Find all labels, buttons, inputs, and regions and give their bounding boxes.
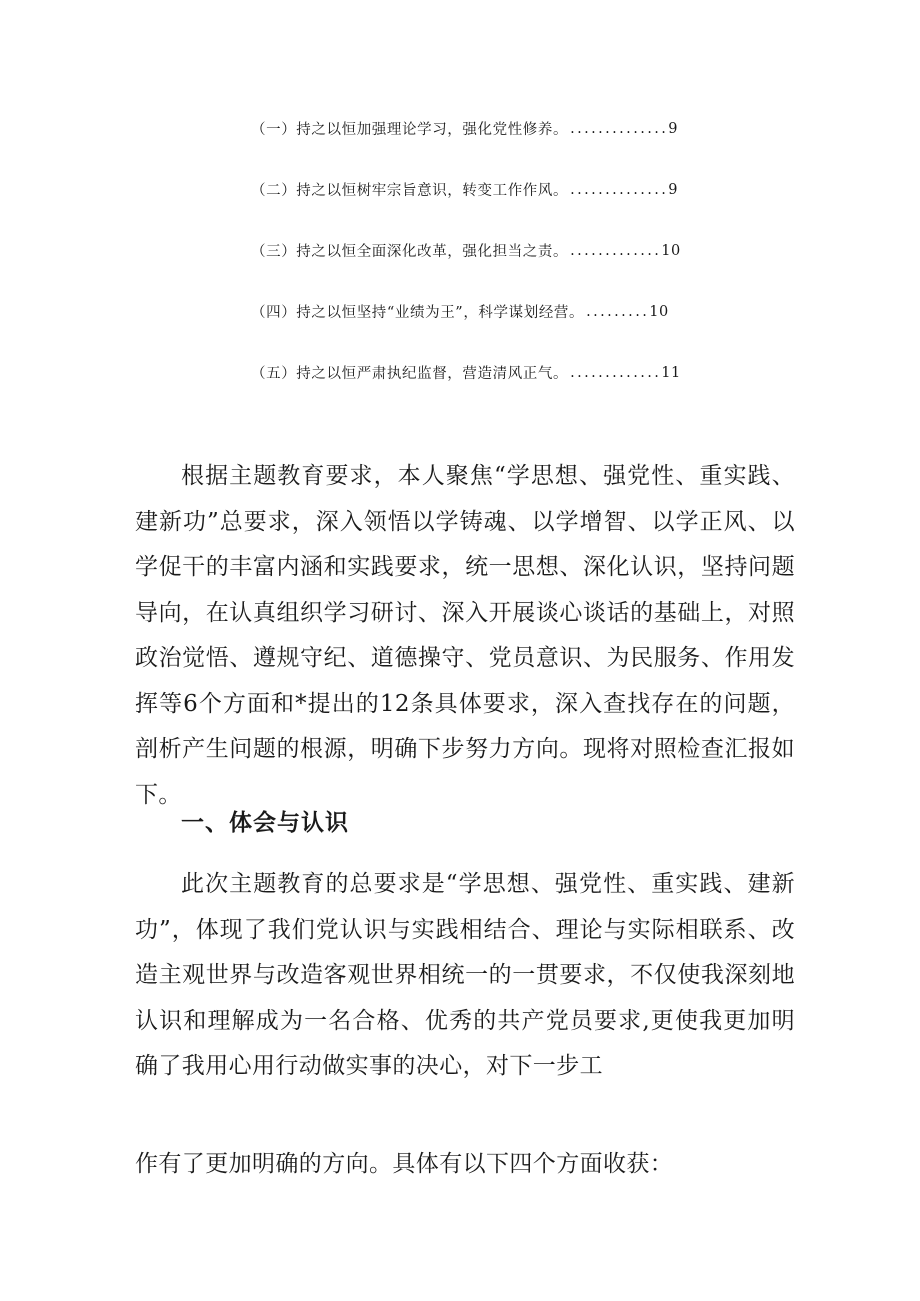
toc-leader-dots: ..............: [570, 181, 669, 198]
toc-leader-dots: .............: [570, 242, 662, 259]
toc-page-number: 9: [668, 120, 679, 137]
toc-entry-title: （三）持之以恒全面深化改革，强化担当之责。: [251, 244, 569, 260]
section-heading: 一、体会与认识: [181, 810, 349, 836]
body-paragraph: 此次主题教育的总要求是“学思想、强党性、重实践、建新功”，体现了我们党认识与实践相结合、理论与实际相联系、改造主观世界与改造客观世界相统一的一贯要求，不仅使我深刻地认识和理解成为一名合格、优秀的共产党员要求,更使我更加明确了我用心用行动做实事的决心，对下一步工: [135, 871, 795, 1079]
toc-entry-2[interactable]: [251, 159, 781, 220]
toc-entry-title: （四）持之以恒坚持“业绩为王”，科学谋划经营。: [251, 305, 585, 321]
body-paragraph-continued: 作有了更加明确的方向。具体有以下四个方面收获：: [135, 1151, 674, 1177]
toc-page-number: 10: [661, 242, 681, 259]
toc-page-number: 9: [668, 181, 679, 198]
toc-entry-3[interactable]: [251, 220, 781, 281]
table-of-contents: [251, 98, 781, 403]
toc-entry-4[interactable]: [251, 281, 781, 342]
toc-entry-title: （五）持之以恒严肃执纪监督，营造清风正气。: [251, 366, 569, 382]
toc-page-number: 10: [649, 303, 669, 320]
toc-entry-5[interactable]: [251, 342, 781, 403]
toc-entry-title: （一）持之以恒加强理论学习，强化党性修养。: [251, 122, 569, 138]
toc-entry-1[interactable]: [251, 98, 781, 159]
intro-paragraph: 根据主题教育要求，本人聚焦“学思想、强党性、重实践、建新功”总要求，深入领悟以学铸魂、以学增智、以学正风、以学促干的丰富内涵和实践要求，统一思想、深化认识，坚持问题导向，在认真组织学习研讨、深入开展谈心谈话的基础上，对照政治觉悟、遵规守纪、道德操守、党员意识、为民服务、作用发挥等6个方面和*提出的12条具体要求，深入查找存在的问题，剖析产生问题的根源，明确下步努力方向。现将对照检查汇报如下。: [135, 463, 795, 808]
toc-leader-dots: .............: [570, 364, 662, 381]
toc-page-number: 11: [661, 364, 681, 381]
toc-leader-dots: .........: [586, 303, 650, 320]
toc-leader-dots: ..............: [570, 120, 669, 137]
toc-entry-title: （二）持之以恒树牢宗旨意识，转变工作作风。: [251, 183, 569, 199]
